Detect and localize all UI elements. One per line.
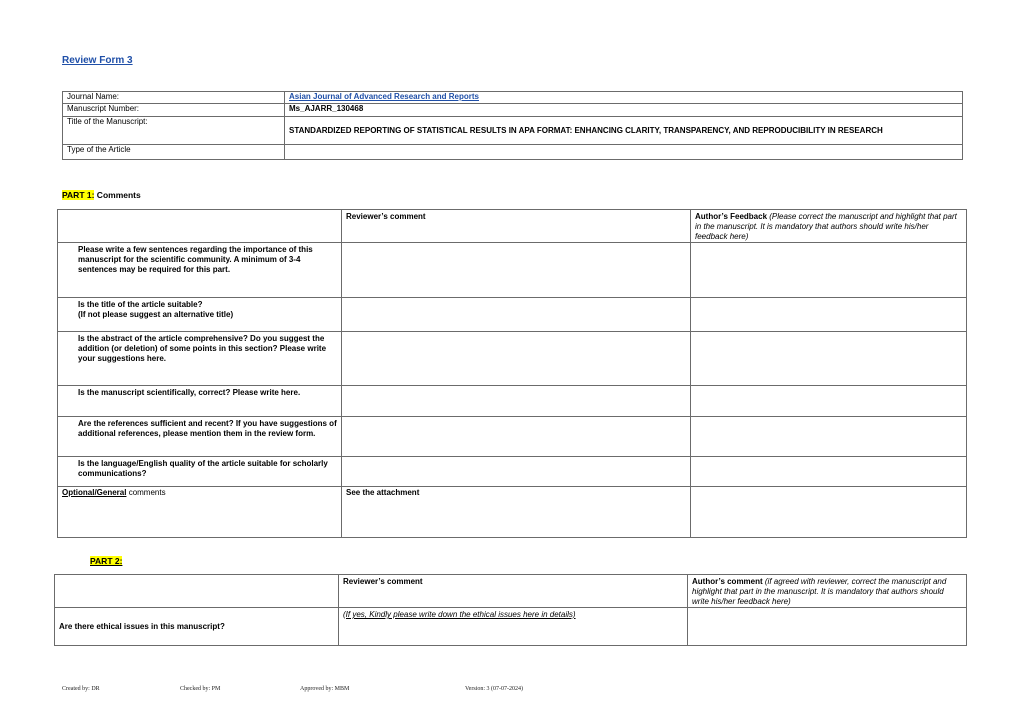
part1-reviewer-header: Reviewer’s comment (342, 210, 691, 243)
question-references: Are the references sufficient and recent? If you have suggestions of additional references, please mention them in the review form. (58, 417, 342, 457)
type-value[interactable] (285, 145, 963, 160)
part1-heading (62, 190, 141, 200)
journal-link[interactable]: Asian Journal of Advanced Research and Reports (289, 92, 479, 101)
table-row (58, 332, 967, 386)
reviewer-comment-cell[interactable] (342, 386, 691, 417)
reviewer-comment-cell[interactable] (342, 298, 691, 332)
part1-header-blank (58, 210, 342, 243)
part2-label: PART 2: (90, 556, 123, 566)
part1-label-suffix: Comments (94, 190, 141, 200)
footer-checked: Checked by: PM (180, 686, 221, 692)
manuscript-number-label: Manuscript Number: (63, 104, 285, 117)
journal-label: Journal Name: (63, 92, 285, 104)
question-ethical: Are there ethical issues in this manuscript? (55, 608, 339, 646)
part2-table (54, 574, 967, 646)
part1-label: PART 1: (62, 190, 95, 200)
table-row (58, 386, 967, 417)
optional-label-rest: comments (126, 488, 166, 497)
title-label: Title of the Manuscript: (63, 117, 285, 145)
question-importance: Please write a few sentences regarding the importance of this manuscript for the scientific community. A minimum of 3-4 sentences may be required for this part. (58, 243, 342, 298)
part2-heading (90, 556, 122, 566)
optional-reviewer-comment[interactable]: See the attachment (342, 487, 691, 538)
table-row (55, 608, 967, 646)
reviewer-comment-cell[interactable] (342, 457, 691, 487)
ethical-reviewer-cell[interactable] (339, 608, 688, 646)
question-language: Is the language/English quality of the article suitable for scholarly communications? (58, 457, 342, 487)
question-abstract: Is the abstract of the article comprehensive? Do you suggest the addition (or deletion) of some points in this section? Please write your suggestions here. (58, 332, 342, 386)
optional-comments-label (58, 487, 342, 538)
question-scientific: Is the manuscript scientifically, correct? Please write here. (58, 386, 342, 417)
part2-author-header-note: (if agreed with reviewer, correct the manuscript and highlight that part in the manuscript. It is mandatory that authors should write his/her feedback here) (692, 577, 947, 606)
reviewer-comment-cell[interactable] (342, 243, 691, 298)
journal-value (285, 92, 963, 104)
footer-created: Created by: DR (62, 686, 100, 692)
table-row (58, 457, 967, 487)
author-feedback-cell[interactable] (691, 487, 967, 538)
table-row (58, 298, 967, 332)
question-title: Is the title of the article suitable? (If not please suggest an alternative title) (58, 298, 342, 332)
author-feedback-cell[interactable] (691, 298, 967, 332)
author-feedback-cell[interactable] (691, 243, 967, 298)
part1-table (57, 209, 967, 538)
part2-author-header-bold: Author’s comment (692, 577, 763, 586)
part1-author-header (691, 210, 967, 243)
table-row (58, 487, 967, 538)
manuscript-number-value: Ms_AJARR_130468 (285, 104, 963, 117)
part2-reviewer-header: Reviewer’s comment (339, 575, 688, 608)
part2-header-blank (55, 575, 339, 608)
footer-approved: Approved by: MBM (300, 686, 350, 692)
author-feedback-cell[interactable] (691, 457, 967, 487)
author-feedback-cell[interactable] (691, 417, 967, 457)
part1-author-header-bold: Author’s Feedback (695, 212, 768, 221)
title-value: STANDARDIZED REPORTING OF STATISTICAL RESULTS IN APA FORMAT: ENHANCING CLARITY, TRANSPARENCY, AND REPRODUCIBILITY IN RESEARCH (285, 117, 963, 145)
author-feedback-cell[interactable] (691, 332, 967, 386)
reviewer-comment-cell[interactable] (342, 332, 691, 386)
table-row (58, 243, 967, 298)
part1-author-header-note: (Please correct the manuscript and highlight that part in the manuscript. It is mandatory that authors should write his/her feedback here) (695, 212, 957, 241)
part2-author-header (688, 575, 967, 608)
manuscript-info-table (62, 91, 963, 160)
table-row (58, 417, 967, 457)
author-feedback-cell[interactable] (691, 386, 967, 417)
type-label: Type of the Article (63, 145, 285, 160)
ethical-author-cell[interactable] (688, 608, 967, 646)
footer-version: Version: 3 (07-07-2024) (465, 686, 523, 692)
reviewer-comment-cell[interactable] (342, 417, 691, 457)
ethical-reviewer-hint: (If yes, Kindly please write down the ethical issues here in details) (343, 610, 576, 619)
optional-label-bold: Optional/General (62, 488, 127, 497)
form-title: Review Form 3 (62, 55, 133, 66)
